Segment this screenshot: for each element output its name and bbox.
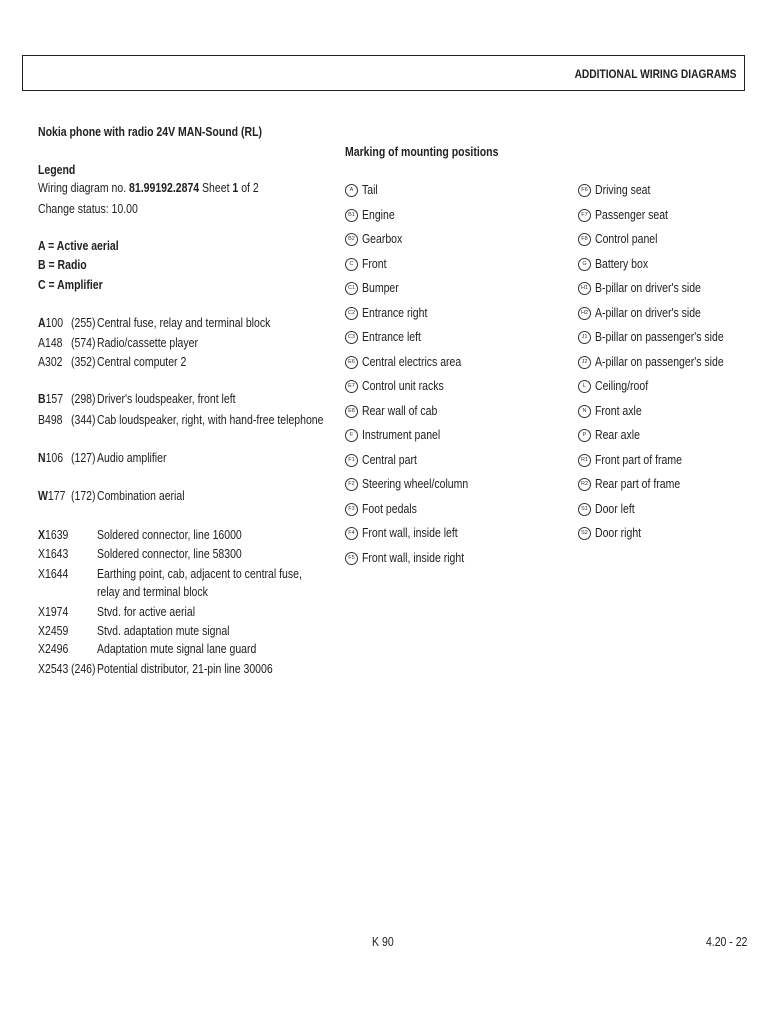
position-marker-icon: C3 [345,331,358,344]
component-code [38,355,63,370]
abbrev-item: C = Amplifier [38,278,103,292]
position-marker-icon: E7 [345,380,358,393]
position-label: A-pillar on driver's side [595,305,701,320]
component-ref: (246) [71,662,96,676]
position-marker-icon: R1 [578,454,591,467]
position-label: Bumper [362,281,399,295]
component-code [38,528,68,543]
component-letter: B [38,392,46,406]
component-code [38,451,63,466]
position-label: Entrance left [362,330,421,344]
position-label: Driving seat [595,183,651,197]
position-marker-icon: J2 [578,356,591,369]
component-code [38,547,68,562]
position-marker-icon: B1 [345,209,358,222]
position-marker-icon: F4 [345,527,358,540]
position-label: Front wall, inside right [362,550,465,565]
component-description: Stvd. adaptation mute signal [97,624,230,638]
component-number: A302 [38,355,63,369]
mounting-heading: Marking of mounting positions [345,145,499,159]
component-number: X1644 [38,567,69,581]
position-label: Entrance right [362,305,428,320]
component-code [38,489,65,504]
component-number: 177 [47,489,66,503]
position-label: Rear part of frame [595,477,681,491]
position-label: Engine [362,207,395,222]
wiring-number: 81.99192.2874 [129,181,200,195]
component-description: Audio amplifier [97,451,167,465]
position-marker-icon: H2 [578,307,591,320]
position-marker-icon: S1 [578,503,591,516]
position-marker-icon: N [578,405,591,418]
component-number: X1974 [38,605,69,619]
component-ref: (127) [71,451,96,465]
component-ref: (255) [71,316,96,330]
component-number: B498 [38,413,63,427]
component-description: Stvd. for active aerial [97,605,196,619]
component-ref: (574) [71,336,96,350]
position-marker-icon: F5 [345,552,358,565]
change-status: Change status: 10.00 [38,202,138,216]
position-marker-icon: F8 [578,233,591,246]
component-code [38,413,63,428]
position-marker-icon: F [345,429,358,442]
position-label: Door right [595,526,642,540]
sheet-number: 1 [232,181,239,195]
position-label: A-pillar on passenger's side [595,354,724,369]
legend-heading: Legend [38,163,76,177]
component-letter: N [38,451,46,465]
position-marker-icon: E6 [345,356,358,369]
abbrev-item: A = Active aerial [38,239,119,253]
component-ref: (344) [71,413,96,427]
component-code [38,605,68,620]
position-label: Rear axle [595,428,640,442]
position-marker-icon: H1 [578,282,591,295]
position-label: Foot pedals [362,501,417,516]
position-marker-icon: B2 [345,233,358,246]
component-description: Radio/cassette player [97,336,198,350]
component-description: Central computer 2 [97,355,187,369]
position-marker-icon: J1 [578,331,591,344]
page-number: 4.20 - 22 [705,935,748,949]
component-description: Potential distributor, 21-pin line 30006 [97,662,273,676]
position-label: Steering wheel/column [362,477,469,491]
component-code [38,392,63,407]
component-code [38,642,68,657]
position-marker-icon: F6 [578,184,591,197]
component-description: Combination aerial [97,489,185,503]
position-marker-icon: R2 [578,478,591,491]
component-code [38,336,63,351]
component-letter: X [38,528,46,542]
component-description: Cab loudspeaker, right, with hand-free telephone [97,413,324,427]
position-label: Ceiling/roof [595,379,649,393]
component-code [38,567,68,582]
component-number: X2459 [38,624,69,638]
component-number: 106 [45,451,64,465]
position-label: Rear wall of cab [362,403,438,418]
position-marker-icon: C2 [345,307,358,320]
component-code [38,316,63,331]
position-label: Gearbox [362,232,403,246]
document-title: Nokia phone with radio 24V MAN-Sound (RL) [38,125,263,139]
wiring-diagram-line [38,181,259,196]
component-code [38,624,68,639]
position-marker-icon: S2 [578,527,591,540]
position-label: Passenger seat [595,207,668,222]
position-label: Instrument panel [362,428,441,442]
position-marker-icon: A [345,184,358,197]
component-code [38,662,68,677]
component-ref: (172) [71,489,96,503]
position-label: Battery box [595,256,649,271]
position-label: Central part [362,452,417,467]
position-label: Central electrics area [362,354,462,369]
position-marker-icon: F7 [578,209,591,222]
component-description: Earthing point, cab, adjacent to central fuse, [97,567,302,581]
component-letter: A [38,316,46,330]
component-description: relay and terminal block [97,585,208,599]
position-marker-icon: F1 [345,454,358,467]
page-code: K 90 [372,935,394,949]
position-label: Front axle [595,403,642,418]
component-letter: W [38,489,48,503]
component-number: X2496 [38,642,69,656]
wiring-prefix: Wiring diagram no. [38,181,127,195]
position-label: B-pillar on driver's side [595,281,701,295]
sheet-label: Sheet [202,181,230,195]
position-marker-icon: P [578,429,591,442]
position-label: Door left [595,501,635,516]
position-label: Front part of frame [595,452,682,467]
position-marker-icon: C1 [345,282,358,295]
position-marker-icon: G [578,258,591,271]
position-marker-icon: C [345,258,358,271]
position-marker-icon: F2 [345,478,358,491]
component-number: 100 [45,316,64,330]
component-ref: (352) [71,355,96,369]
position-label: Front wall, inside left [362,526,458,540]
position-marker-icon: E8 [345,405,358,418]
position-label: Tail [362,183,378,197]
position-marker-icon: F3 [345,503,358,516]
component-number: X1643 [38,547,69,561]
component-description: Driver's loudspeaker, front left [97,392,236,406]
position-label: Control unit racks [362,379,444,393]
component-number: 157 [45,392,64,406]
sheet-of: of 2 [241,181,259,195]
position-label: B-pillar on passenger's side [595,330,724,344]
component-number: X2543 [38,662,69,676]
section-title: ADDITIONAL WIRING DIAGRAMS [574,67,736,81]
abbrev-item: B = Radio [38,258,87,272]
position-marker-icon: L [578,380,591,393]
position-label: Control panel [595,232,658,246]
component-number: 1639 [45,528,69,542]
component-description: Soldered connector, line 16000 [97,528,242,542]
component-description: Soldered connector, line 58300 [97,547,242,561]
component-description: Adaptation mute signal lane guard [97,642,257,656]
component-number: A148 [38,336,63,350]
component-ref: (298) [71,392,96,406]
position-label: Front [362,256,387,271]
component-description: Central fuse, relay and terminal block [97,316,271,330]
header-box [22,55,745,91]
